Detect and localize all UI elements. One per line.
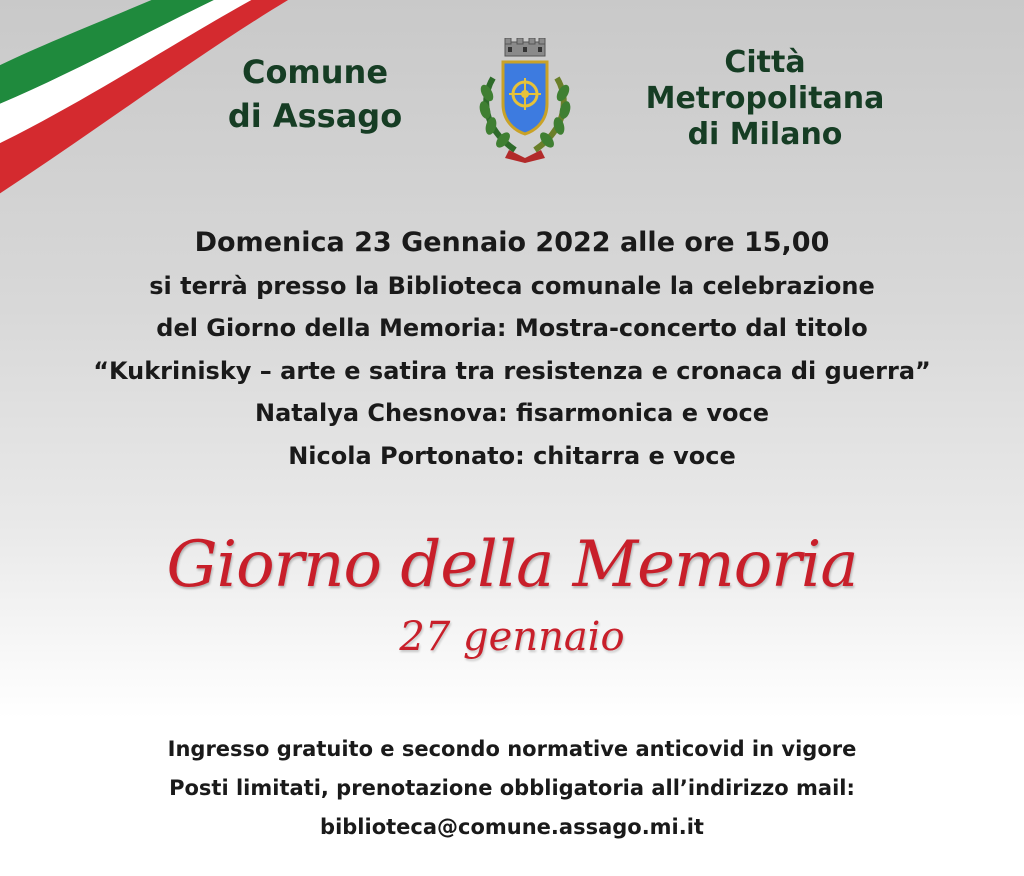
metropolitan-line-2: Metropolitana <box>645 81 885 116</box>
footer-notice <box>0 730 1024 847</box>
municipality-line-1: Comune <box>241 53 389 91</box>
exhibition-title: “Kukrinisky – arte e satira tra resistenza e cronaca di guerra” <box>93 356 931 385</box>
memorial-day-title: Giorno della Memoria <box>166 528 858 602</box>
metropolitan-line-3: di Milano <box>687 117 843 152</box>
assago-coat-of-arms-icon <box>475 38 575 163</box>
event-location: si terrà presso la Biblioteca comunale la celebrazione <box>149 271 875 300</box>
municipality-name <box>200 50 430 138</box>
booking-note: Posti limitati, prenotazione obbligatoria all’indirizzo mail: <box>169 776 855 800</box>
performer-2: Nicola Portonato: chitarra e voce <box>288 441 736 470</box>
contact-email: biblioteca@comune.assago.mi.it <box>320 815 704 839</box>
admission-note: Ingresso gratuito e secondo normative anticovid in vigore <box>167 737 857 761</box>
memorial-day-date: 27 gennaio <box>399 614 625 660</box>
metropolitan-city-name <box>610 45 920 153</box>
performer-1: Natalya Chesnova: fisarmonica e voce <box>255 399 769 427</box>
municipality-line-2: di Assago <box>227 97 403 135</box>
metropolitan-line-1: Città <box>724 45 806 80</box>
event-description: del Giorno della Memoria: Mostra-concerto dal titolo <box>156 314 868 342</box>
event-date-time: Domenica 23 Gennaio 2022 alle ore 15,00 <box>194 227 830 258</box>
event-details <box>0 222 1024 477</box>
